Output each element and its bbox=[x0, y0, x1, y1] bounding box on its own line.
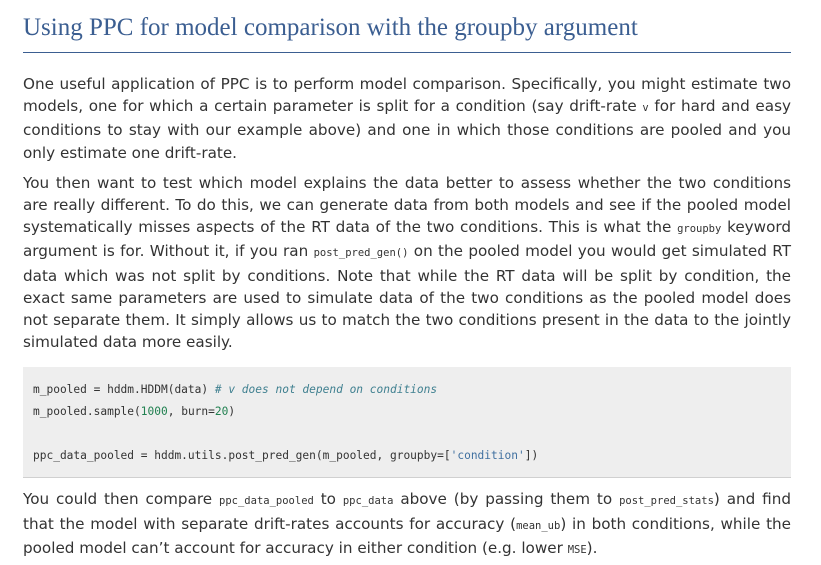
code-line bbox=[33, 401, 781, 423]
inline-code: groupby bbox=[677, 223, 722, 236]
text: One useful application of PPC is to perform model comparison. Specifically, you might estimate two models, one for which a certain parameter is split for a condition (say drift-rate bbox=[23, 75, 791, 116]
inline-code: ppc_data_pooled bbox=[219, 495, 314, 508]
text: to bbox=[313, 490, 343, 509]
paragraph-intro bbox=[23, 73, 791, 164]
code-number: 1000 bbox=[140, 405, 168, 419]
code-line bbox=[33, 379, 781, 401]
code-string: 'condition' bbox=[450, 449, 525, 463]
text: ) in both conditions, while the pooled model can’t account for accuracy in either condition (e.g. lower bbox=[23, 514, 791, 557]
text: above (by passing them to bbox=[393, 490, 620, 509]
text: You then want to test which model explains the data better to assess whether the two conditions are really different. To do this, we can generate data from both models and see if the pooled model systematically misses aspects of the RT data of the two conditions. This is what the bbox=[23, 173, 791, 237]
code-comment: # v does not depend on conditions bbox=[214, 383, 438, 397]
code-block[interactable] bbox=[23, 367, 791, 478]
code-line bbox=[33, 445, 781, 467]
inline-code: mean_ub bbox=[516, 519, 561, 532]
text: You could then compare bbox=[23, 490, 220, 509]
code-number: 20 bbox=[214, 405, 229, 419]
page bbox=[23, 0, 791, 561]
paragraph-compare bbox=[23, 488, 791, 561]
text: on the pooled model you would get simulated RT data which was not split by conditions. Note that while the RT data will be split by condition, the exact same parameters are used to simulate data of the two conditions as the pooled model does not separate them. It simply allows us to match the two conditions present in the data to the jointly simulated data more easily. bbox=[23, 242, 791, 352]
inline-code: MSE bbox=[567, 543, 587, 556]
code-text: m_pooled = hddm.HDDM(data) bbox=[33, 383, 215, 397]
section-heading: Using PPC for model comparison with the groupby argument bbox=[23, 14, 791, 53]
code-text: , burn= bbox=[167, 405, 215, 419]
code-text: m_pooled.sample( bbox=[33, 405, 141, 419]
paragraph-groupby bbox=[23, 172, 791, 354]
code-text: ]) bbox=[524, 449, 539, 463]
inline-code: v bbox=[642, 102, 649, 115]
text: for hard and easy conditions to stay with our example above) and one in which those conditions are pooled and you only estimate one drift-rate. bbox=[23, 97, 791, 162]
inline-code: post_pred_stats bbox=[619, 495, 714, 508]
inline-code: ppc_data bbox=[342, 495, 394, 508]
inline-code: post_pred_gen() bbox=[313, 247, 409, 260]
text: ) and find that the model with separate drift-rates accounts for accuracy ( bbox=[23, 490, 791, 533]
code-text: ppc_data_pooled = hddm.utils.post_pred_gen(m_pooled, groupby=[ bbox=[33, 449, 451, 463]
text: keyword argument is for. Without it, if you ran bbox=[23, 218, 791, 261]
code-blank-line bbox=[33, 423, 781, 445]
text: ). bbox=[586, 538, 598, 557]
code-text: ) bbox=[228, 405, 236, 419]
